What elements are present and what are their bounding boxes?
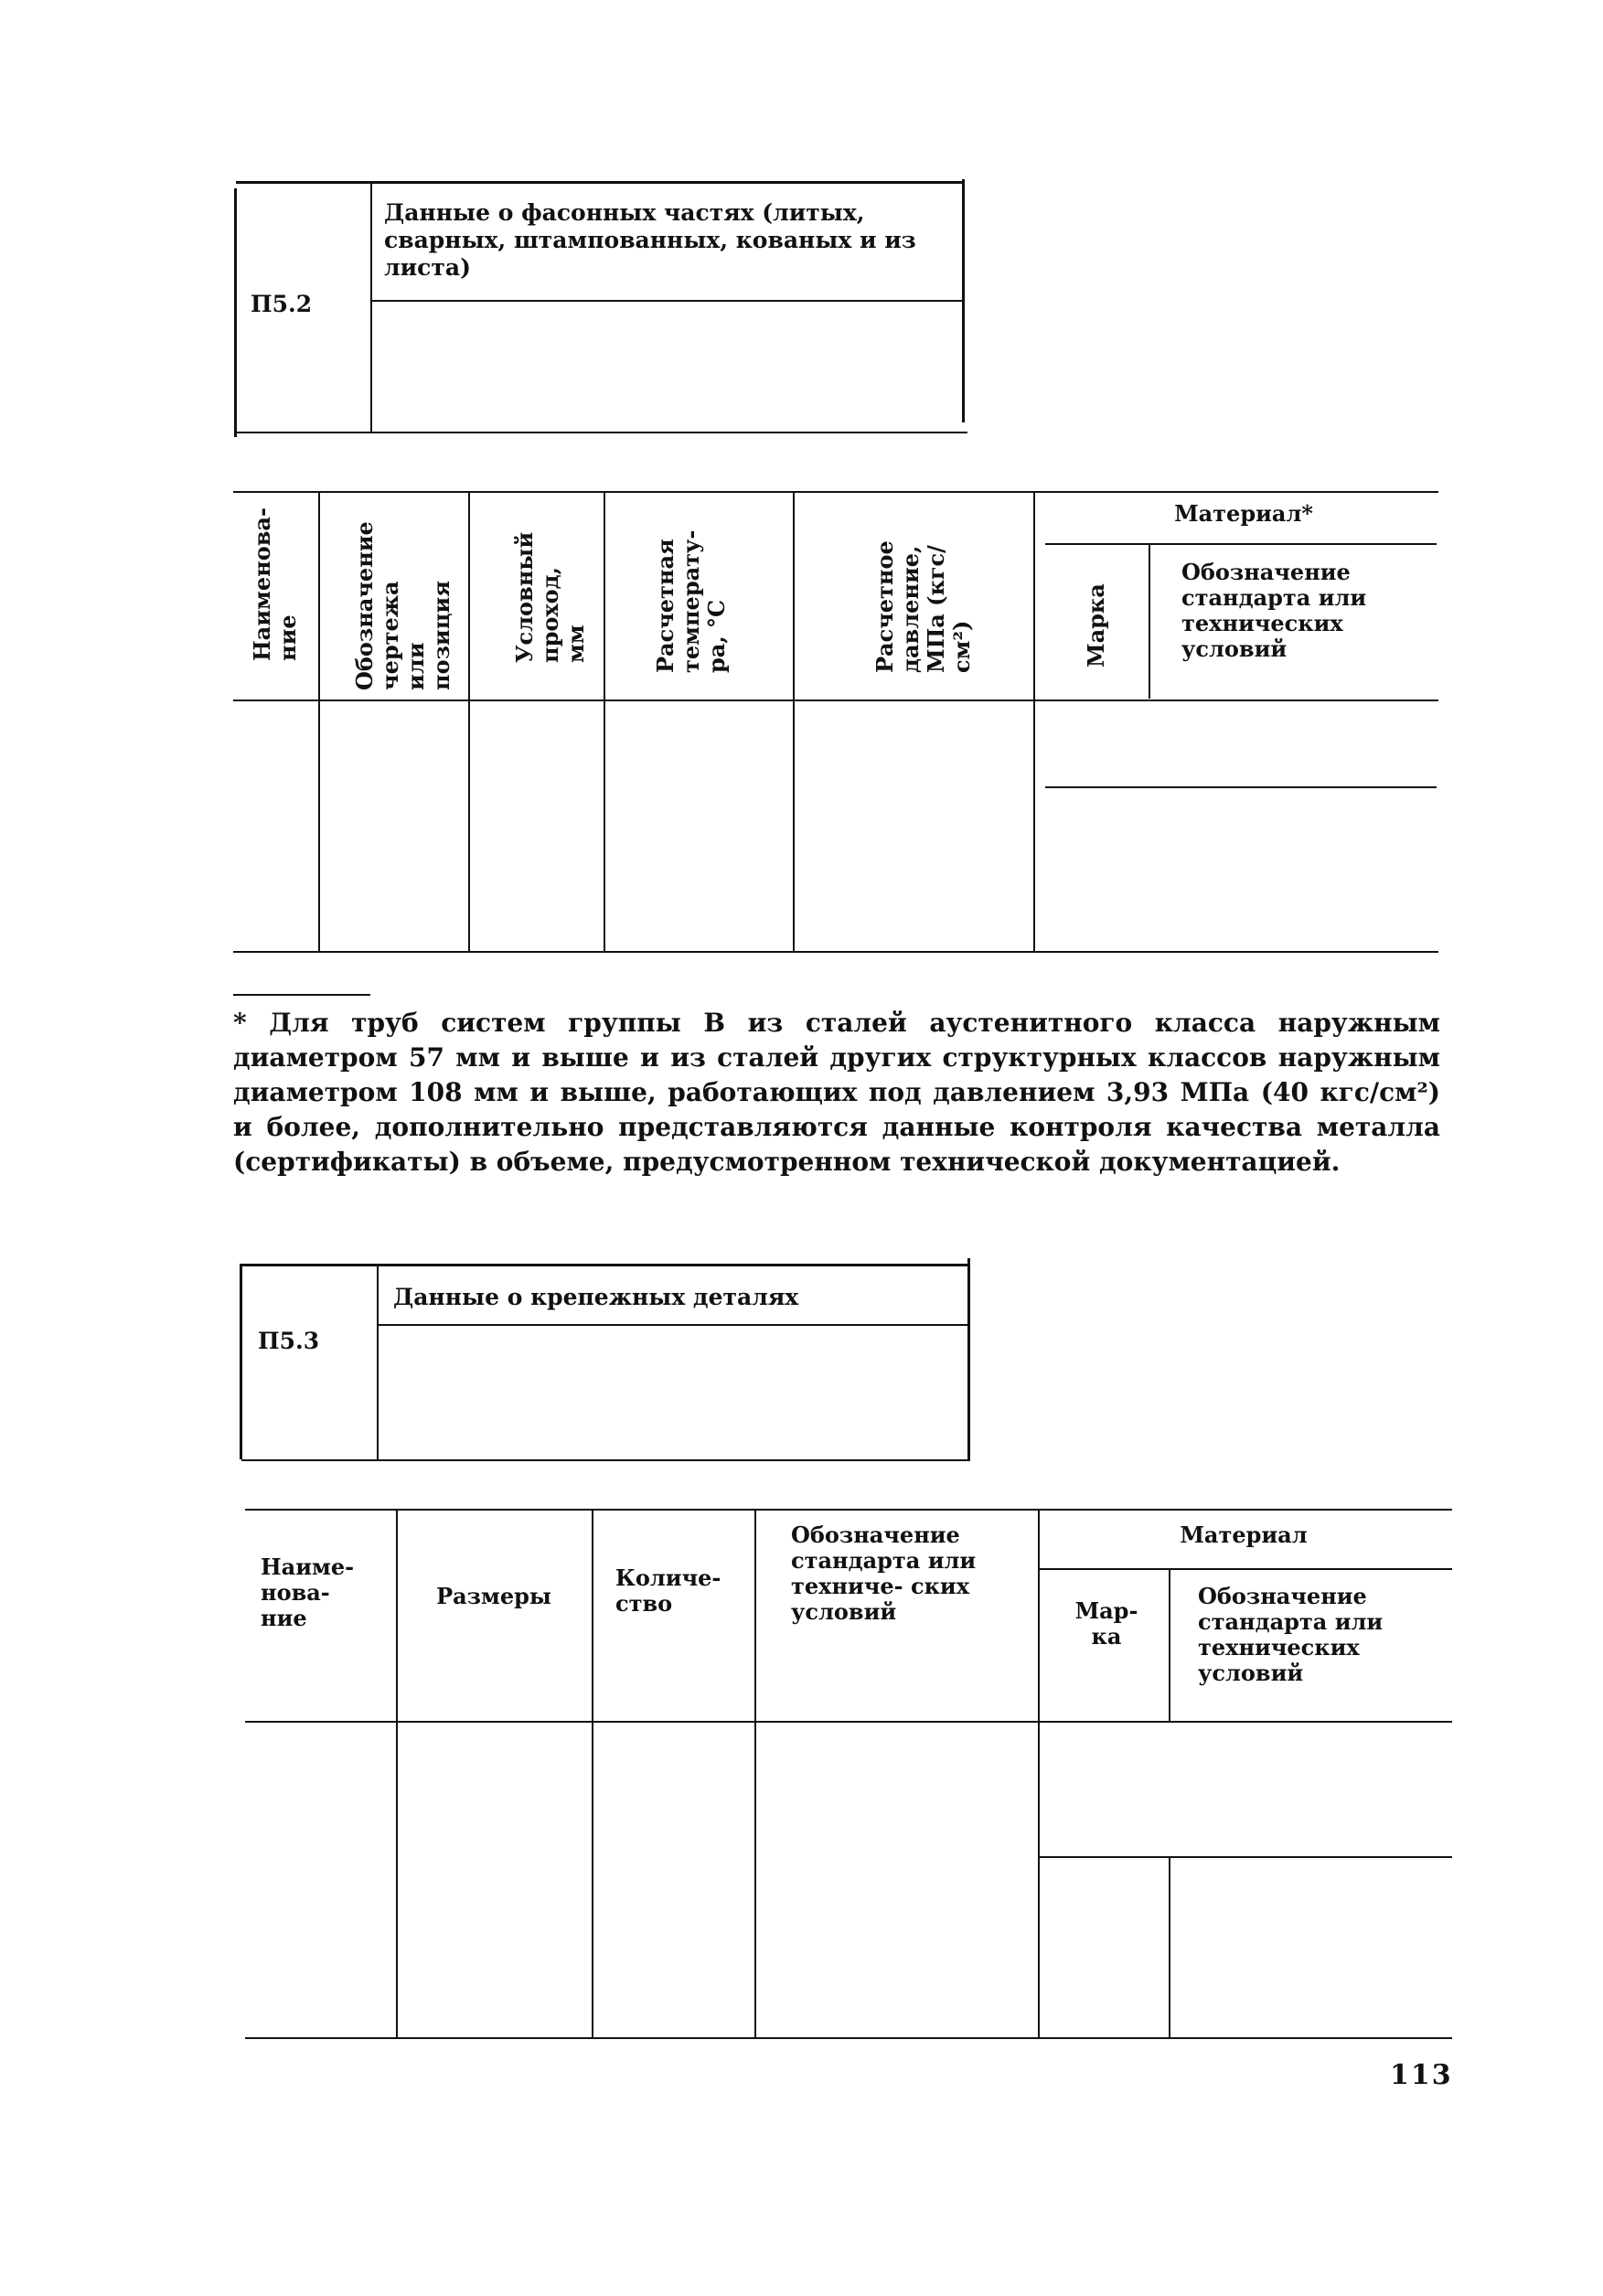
material-standard-header: Обозначение стандарта или технических условий xyxy=(1198,1583,1384,1686)
column-header-qty: Количе- ство xyxy=(615,1564,721,1617)
page-number: 113 xyxy=(1390,2059,1453,2091)
section-title: Данные о фасонных частях (литых, сварных, штампованных, кованых и из листа) xyxy=(384,199,916,281)
column-header-size: Размеры xyxy=(436,1583,551,1609)
footnote-text: * Для труб систем группы В из сталей аустенитного класса наружным диаметром 57 мм и выше и из сталей других структурных классов наружным диаметром 108 мм и выше, работающих под давлением 3,93 МПа (40 кгс/см²) и более, дополнительно представляются данные контроля качества металла (сертификаты) в объеме, предусмотренном технической документацией. xyxy=(233,1008,1440,1177)
material-grade-header: Марка xyxy=(1083,583,1109,667)
column-header-name: Наиме- нова- ние xyxy=(261,1554,355,1631)
column-header-drawing: Обозначение чертежа или позиция xyxy=(351,521,454,690)
section-code: П5.2 xyxy=(251,291,313,317)
column-header-standard: Обозначение стандарта или техниче- ских условий xyxy=(791,1522,977,1625)
column-header-temperature: Расчетная температу- ра, °С xyxy=(652,529,730,673)
column-header-pressure: Расчетное давление, МПа (кгс/см²) xyxy=(871,540,975,673)
footnote-rule xyxy=(233,994,370,996)
column-header-name: Наименова- ние xyxy=(249,507,301,661)
material-grade-header: Мар- ка xyxy=(1074,1597,1138,1650)
material-group-header: Материал xyxy=(1180,1522,1308,1548)
column-header-nominal: Условный проход, мм xyxy=(511,531,589,663)
material-standard-header: Обозначение стандарта или технических условий xyxy=(1181,559,1367,662)
material-group-header: Материал* xyxy=(1174,500,1313,527)
section-title: Данные о крепежных деталях xyxy=(393,1284,799,1310)
section-code: П5.3 xyxy=(258,1328,320,1354)
